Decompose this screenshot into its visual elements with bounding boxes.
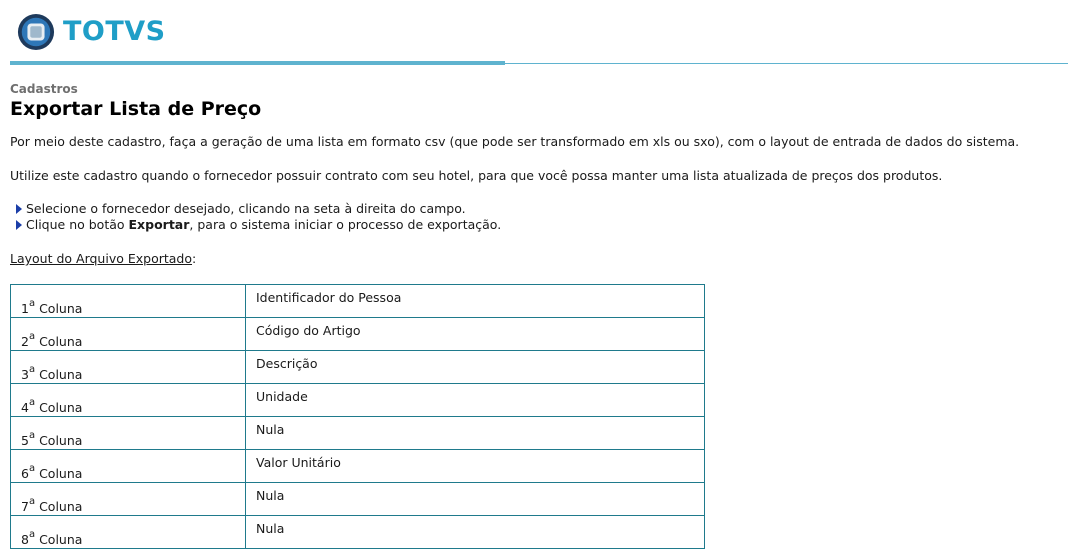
column-position-cell	[11, 417, 246, 450]
column-number: 7	[21, 499, 29, 514]
table-row	[11, 285, 705, 318]
main-content	[10, 82, 1060, 549]
table-row	[11, 516, 705, 549]
column-content-cell: Nula	[246, 417, 705, 450]
column-number: 3	[21, 367, 29, 382]
column-position-cell	[11, 285, 246, 318]
usage-paragraph: Utilize este cadastro quando o fornecedor possuir contrato com seu hotel, para que você possa manter uma lista atualizada de preços dos produtos.	[10, 168, 943, 183]
step-item	[10, 217, 1060, 233]
column-number: 2	[21, 334, 29, 349]
column-position-cell	[11, 450, 246, 483]
ordinal-marker: a	[28, 529, 36, 540]
column-position-cell	[11, 318, 246, 351]
column-word: Coluna	[39, 400, 83, 415]
column-word: Coluna	[39, 367, 83, 382]
brand-name: TOTVS	[63, 16, 166, 47]
totvs-logo-icon	[17, 13, 55, 51]
step-text-prefix: Clique no botão	[26, 217, 129, 232]
column-position-cell	[11, 483, 246, 516]
column-content-cell: Código do Artigo	[246, 318, 705, 351]
column-word: Coluna	[39, 499, 83, 514]
column-number: 8	[21, 532, 29, 547]
column-number: 6	[21, 466, 29, 481]
column-content-cell: Identificador do Pessoa	[246, 285, 705, 318]
header-divider-accent	[10, 61, 505, 65]
header	[0, 0, 1068, 66]
column-word: Coluna	[39, 466, 83, 481]
table-row	[11, 318, 705, 351]
ordinal-marker: a	[28, 496, 36, 507]
steps-list	[10, 201, 1060, 233]
table-row	[11, 450, 705, 483]
layout-heading-colon: :	[192, 251, 197, 266]
table-row	[11, 417, 705, 450]
layout-heading	[10, 251, 1060, 267]
layout-table	[10, 284, 705, 549]
ordinal-marker: a	[28, 331, 36, 342]
step-item	[10, 201, 1060, 217]
layout-heading-text: Layout do Arquivo Exportado	[10, 251, 193, 266]
column-word: Coluna	[39, 334, 83, 349]
step-text-suffix: , para o sistema iniciar o processo de exportação.	[189, 217, 502, 232]
column-content-cell: Nula	[246, 516, 705, 549]
column-word: Coluna	[39, 532, 83, 547]
column-content-cell: Descrição	[246, 351, 705, 384]
column-position-cell	[11, 516, 246, 549]
intro-paragraph: Por meio deste cadastro, faça a geração de uma lista em formato csv (que pode ser transformado em xls ou sxo), com o layout de entrada de dados do sistema.	[10, 134, 1020, 149]
column-word: Coluna	[39, 301, 83, 316]
column-number: 5	[21, 433, 29, 448]
column-content-cell: Valor Unitário	[246, 450, 705, 483]
ordinal-marker: a	[28, 430, 36, 441]
column-content-cell: Nula	[246, 483, 705, 516]
step-text-bold: Exportar	[128, 217, 190, 232]
ordinal-marker: a	[28, 397, 36, 408]
breadcrumb: Cadastros	[10, 82, 78, 96]
header-divider	[505, 63, 1068, 64]
table-row	[11, 384, 705, 417]
step-text: Selecione o fornecedor desejado, clicando na seta à direita do campo.	[26, 201, 466, 216]
column-number: 4	[21, 400, 29, 415]
table-row	[11, 483, 705, 516]
column-content-cell: Unidade	[246, 384, 705, 417]
column-position-cell	[11, 384, 246, 417]
column-word: Coluna	[39, 433, 83, 448]
arrow-bullet-icon	[16, 204, 22, 214]
page-title: Exportar Lista de Preço	[10, 98, 262, 120]
column-position-cell	[11, 351, 246, 384]
ordinal-marker: a	[28, 364, 36, 375]
ordinal-marker: a	[28, 298, 36, 309]
brand-logo[interactable]	[17, 13, 166, 51]
ordinal-marker: a	[28, 463, 36, 474]
column-number: 1	[21, 301, 29, 316]
arrow-bullet-icon	[16, 220, 22, 230]
table-row	[11, 351, 705, 384]
